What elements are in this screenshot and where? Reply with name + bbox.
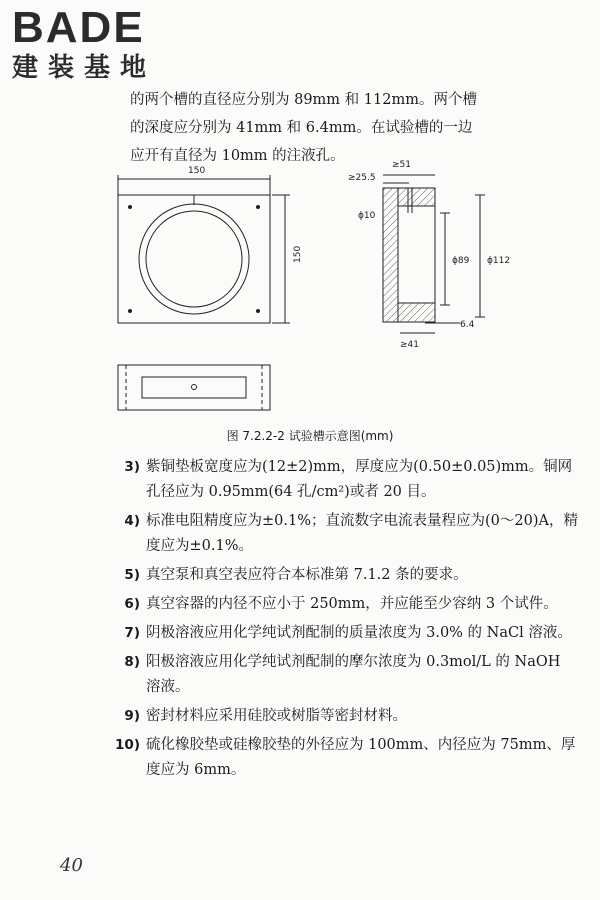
- item-number: 10): [115, 737, 140, 753]
- item-text: 阴极溶液应用化学纯试剂配制的质量浓度为 3.0% 的 NaCl 溶液。: [146, 625, 572, 641]
- intro-line: 应开有直径为 10mm 的注液孔。: [130, 148, 345, 164]
- logo-subtitle: 建装基地: [12, 53, 157, 83]
- logo-wordmark: BADE: [12, 3, 145, 52]
- figure-caption: 图 7.2.2-2 试验槽示意图(mm): [226, 429, 394, 443]
- list-item: [108, 621, 578, 646]
- plan-view: [118, 175, 290, 323]
- item-number: 9): [124, 708, 140, 724]
- item-number: 5): [124, 567, 140, 583]
- item-number: 3): [124, 459, 140, 475]
- bade-logo: [12, 3, 172, 84]
- item-text: 标准电阻精度应为±0.1%；直流数字电流表量程应为(0～20)A，精度应为±0.1%。: [146, 513, 578, 554]
- list-item: [108, 650, 578, 700]
- side-view: [118, 365, 270, 410]
- dim-6-4: 6.4: [460, 320, 475, 330]
- dim-phi89: ϕ89: [452, 256, 470, 266]
- test-cell-diagram: [100, 155, 520, 425]
- page-number: 40: [60, 855, 83, 876]
- dim-41: ≥41: [400, 340, 419, 350]
- item-number: 8): [124, 654, 140, 670]
- intro-line: 的深度应分别为 41mm 和 6.4mm。在试验槽的一边: [130, 120, 473, 136]
- dim-51: ≥51: [392, 160, 411, 170]
- dim-phi10: ϕ10: [358, 211, 376, 221]
- list-item: [108, 455, 578, 505]
- list-item: [108, 509, 578, 559]
- dim-25-5: ≥25.5: [348, 173, 376, 183]
- item-text: 真空容器的内径不应小于 250mm，并应能至少容纳 3 个试件。: [146, 596, 558, 612]
- item-text: 紫铜垫板宽度应为(12±2)mm，厚度应为(0.50±0.05)mm。铜网孔径应为 0.95mm(64 孔/cm²)或者 20 目。: [146, 459, 573, 500]
- item-number: 6): [124, 596, 140, 612]
- section-view: [383, 175, 485, 333]
- list-item: [108, 704, 578, 729]
- list-item: [108, 563, 578, 588]
- dim-height-150: 150: [293, 245, 303, 263]
- item-text: 密封材料应采用硅胶或树脂等密封材料。: [146, 708, 407, 724]
- item-text: 真空泵和真空表应符合本标准第 7.1.2 条的要求。: [146, 567, 468, 583]
- dim-phi112: ϕ112: [487, 256, 511, 266]
- dim-width-150: 150: [188, 166, 206, 176]
- item-text: 硫化橡胶垫或硅橡胶垫的外径应为 100mm、内径应为 75mm、厚度应为 6mm。: [146, 737, 576, 778]
- item-text: 阳极溶液应用化学纯试剂配制的摩尔浓度为 0.3mol/L 的 NaOH 溶液。: [146, 654, 561, 695]
- intro-line: 的两个槽的直径应分别为 89mm 和 112mm。两个槽: [130, 92, 477, 108]
- requirement-list: [108, 455, 578, 787]
- item-number: 7): [124, 625, 140, 641]
- test-cell-figure: [100, 155, 520, 450]
- item-number: 4): [124, 513, 140, 529]
- list-item: [108, 592, 578, 617]
- list-item: [108, 733, 578, 783]
